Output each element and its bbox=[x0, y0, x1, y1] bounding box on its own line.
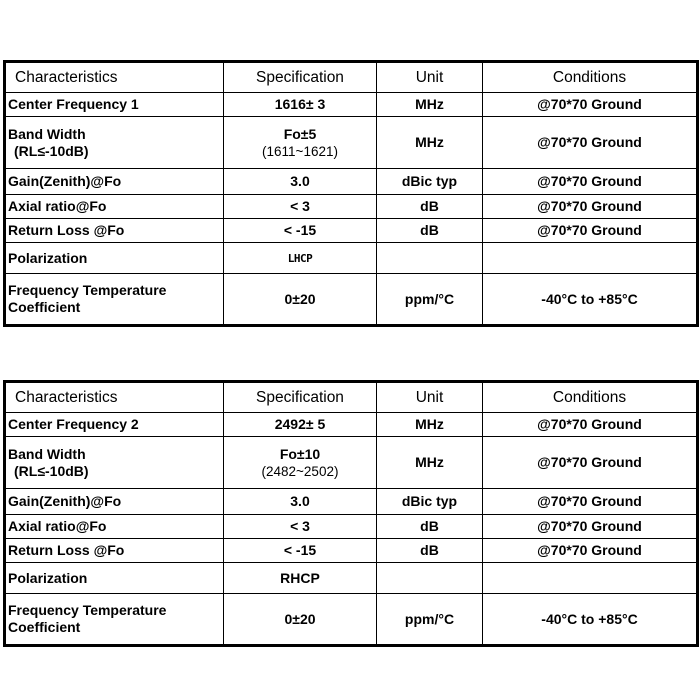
row-label-line1: Band Width bbox=[8, 125, 86, 142]
table-row bbox=[5, 413, 698, 437]
row-condition: -40°C to +85°C bbox=[483, 594, 698, 646]
row-unit: dBic typ bbox=[377, 169, 483, 195]
table-row bbox=[5, 594, 698, 646]
row-unit bbox=[377, 243, 483, 274]
row-spec: < 3 bbox=[224, 515, 377, 539]
table-row bbox=[5, 539, 698, 563]
row-condition: @70*70 Ground bbox=[483, 169, 698, 195]
row-unit: ppm/°C bbox=[377, 274, 483, 326]
header-unit: Unit bbox=[377, 62, 483, 93]
row-unit: dB bbox=[377, 515, 483, 539]
row-label-line2: Coefficient bbox=[8, 299, 81, 315]
table-row bbox=[5, 219, 698, 243]
spec-table-frequency-1 bbox=[3, 60, 699, 327]
table-row bbox=[5, 169, 698, 195]
row-label: Return Loss @Fo bbox=[5, 539, 224, 563]
header-conditions: Conditions bbox=[483, 62, 698, 93]
row-label: Center Frequency 1 bbox=[5, 93, 224, 117]
row-unit bbox=[377, 563, 483, 594]
header-characteristics: Characteristics bbox=[5, 62, 224, 93]
row-label: Center Frequency 2 bbox=[5, 413, 224, 437]
table-row bbox=[5, 274, 698, 326]
row-spec-line2: (2482~2502) bbox=[261, 463, 339, 479]
row-spec: 2492± 5 bbox=[224, 413, 377, 437]
row-spec: 0±20 bbox=[224, 594, 377, 646]
row-unit: MHz bbox=[377, 437, 483, 489]
row-label-line1: Band Width bbox=[8, 445, 86, 462]
row-condition: @70*70 Ground bbox=[483, 515, 698, 539]
header-specification: Specification bbox=[224, 382, 377, 413]
row-unit: dB bbox=[377, 219, 483, 243]
row-label bbox=[5, 274, 224, 326]
row-condition: @70*70 Ground bbox=[483, 117, 698, 169]
row-unit: MHz bbox=[377, 413, 483, 437]
table-row bbox=[5, 195, 698, 219]
row-spec-line2: (1611~1621) bbox=[262, 143, 338, 159]
spec-table-frequency-2 bbox=[3, 380, 699, 647]
header-unit: Unit bbox=[377, 382, 483, 413]
row-spec-line1: Fo±5 bbox=[283, 125, 317, 142]
row-spec: 3.0 bbox=[224, 169, 377, 195]
row-condition bbox=[483, 563, 698, 594]
row-spec bbox=[224, 437, 377, 489]
row-condition bbox=[483, 243, 698, 274]
table-row bbox=[5, 515, 698, 539]
header-conditions: Conditions bbox=[483, 382, 698, 413]
row-condition: @70*70 Ground bbox=[483, 437, 698, 489]
row-label: Axial ratio@Fo bbox=[5, 515, 224, 539]
header-row bbox=[5, 62, 698, 93]
row-spec-value: LHCP bbox=[287, 252, 313, 265]
row-spec: 0±20 bbox=[224, 274, 377, 326]
row-spec-line1: Fo±10 bbox=[279, 445, 321, 462]
table-row bbox=[5, 243, 698, 274]
row-label-line2: Coefficient bbox=[8, 619, 81, 635]
row-spec: RHCP bbox=[224, 563, 377, 594]
row-label-line1: Frequency Temperature bbox=[8, 602, 167, 618]
row-label-line1: Frequency Temperature bbox=[8, 282, 167, 298]
row-label: Return Loss @Fo bbox=[5, 219, 224, 243]
row-unit: MHz bbox=[377, 117, 483, 169]
header-row bbox=[5, 382, 698, 413]
row-label: Axial ratio@Fo bbox=[5, 195, 224, 219]
row-unit: dB bbox=[377, 195, 483, 219]
row-label bbox=[5, 594, 224, 646]
row-spec bbox=[224, 243, 377, 274]
header-specification: Specification bbox=[224, 62, 377, 93]
row-label: Polarization bbox=[5, 243, 224, 274]
row-spec: < -15 bbox=[224, 219, 377, 243]
row-condition: @70*70 Ground bbox=[483, 93, 698, 117]
row-label-line2: (RL≤-10dB) bbox=[14, 142, 89, 159]
row-label bbox=[5, 117, 224, 169]
row-spec bbox=[224, 117, 377, 169]
row-condition: @70*70 Ground bbox=[483, 219, 698, 243]
table-row bbox=[5, 437, 698, 489]
row-condition: @70*70 Ground bbox=[483, 195, 698, 219]
row-spec: 3.0 bbox=[224, 489, 377, 515]
row-label-line2: (RL≤-10dB) bbox=[14, 462, 89, 479]
row-unit: MHz bbox=[377, 93, 483, 117]
row-unit: dB bbox=[377, 539, 483, 563]
table-row bbox=[5, 93, 698, 117]
header-characteristics: Characteristics bbox=[5, 382, 224, 413]
row-unit: ppm/°C bbox=[377, 594, 483, 646]
row-spec: < -15 bbox=[224, 539, 377, 563]
row-condition: @70*70 Ground bbox=[483, 539, 698, 563]
row-condition: @70*70 Ground bbox=[483, 413, 698, 437]
row-condition: @70*70 Ground bbox=[483, 489, 698, 515]
row-unit: dBic typ bbox=[377, 489, 483, 515]
row-label: Gain(Zenith)@Fo bbox=[5, 169, 224, 195]
row-condition: -40°C to +85°C bbox=[483, 274, 698, 326]
row-label bbox=[5, 437, 224, 489]
table-row bbox=[5, 563, 698, 594]
row-label: Polarization bbox=[5, 563, 224, 594]
row-spec: 1616± 3 bbox=[224, 93, 377, 117]
table-row bbox=[5, 489, 698, 515]
table-row bbox=[5, 117, 698, 169]
row-label: Gain(Zenith)@Fo bbox=[5, 489, 224, 515]
row-spec: < 3 bbox=[224, 195, 377, 219]
